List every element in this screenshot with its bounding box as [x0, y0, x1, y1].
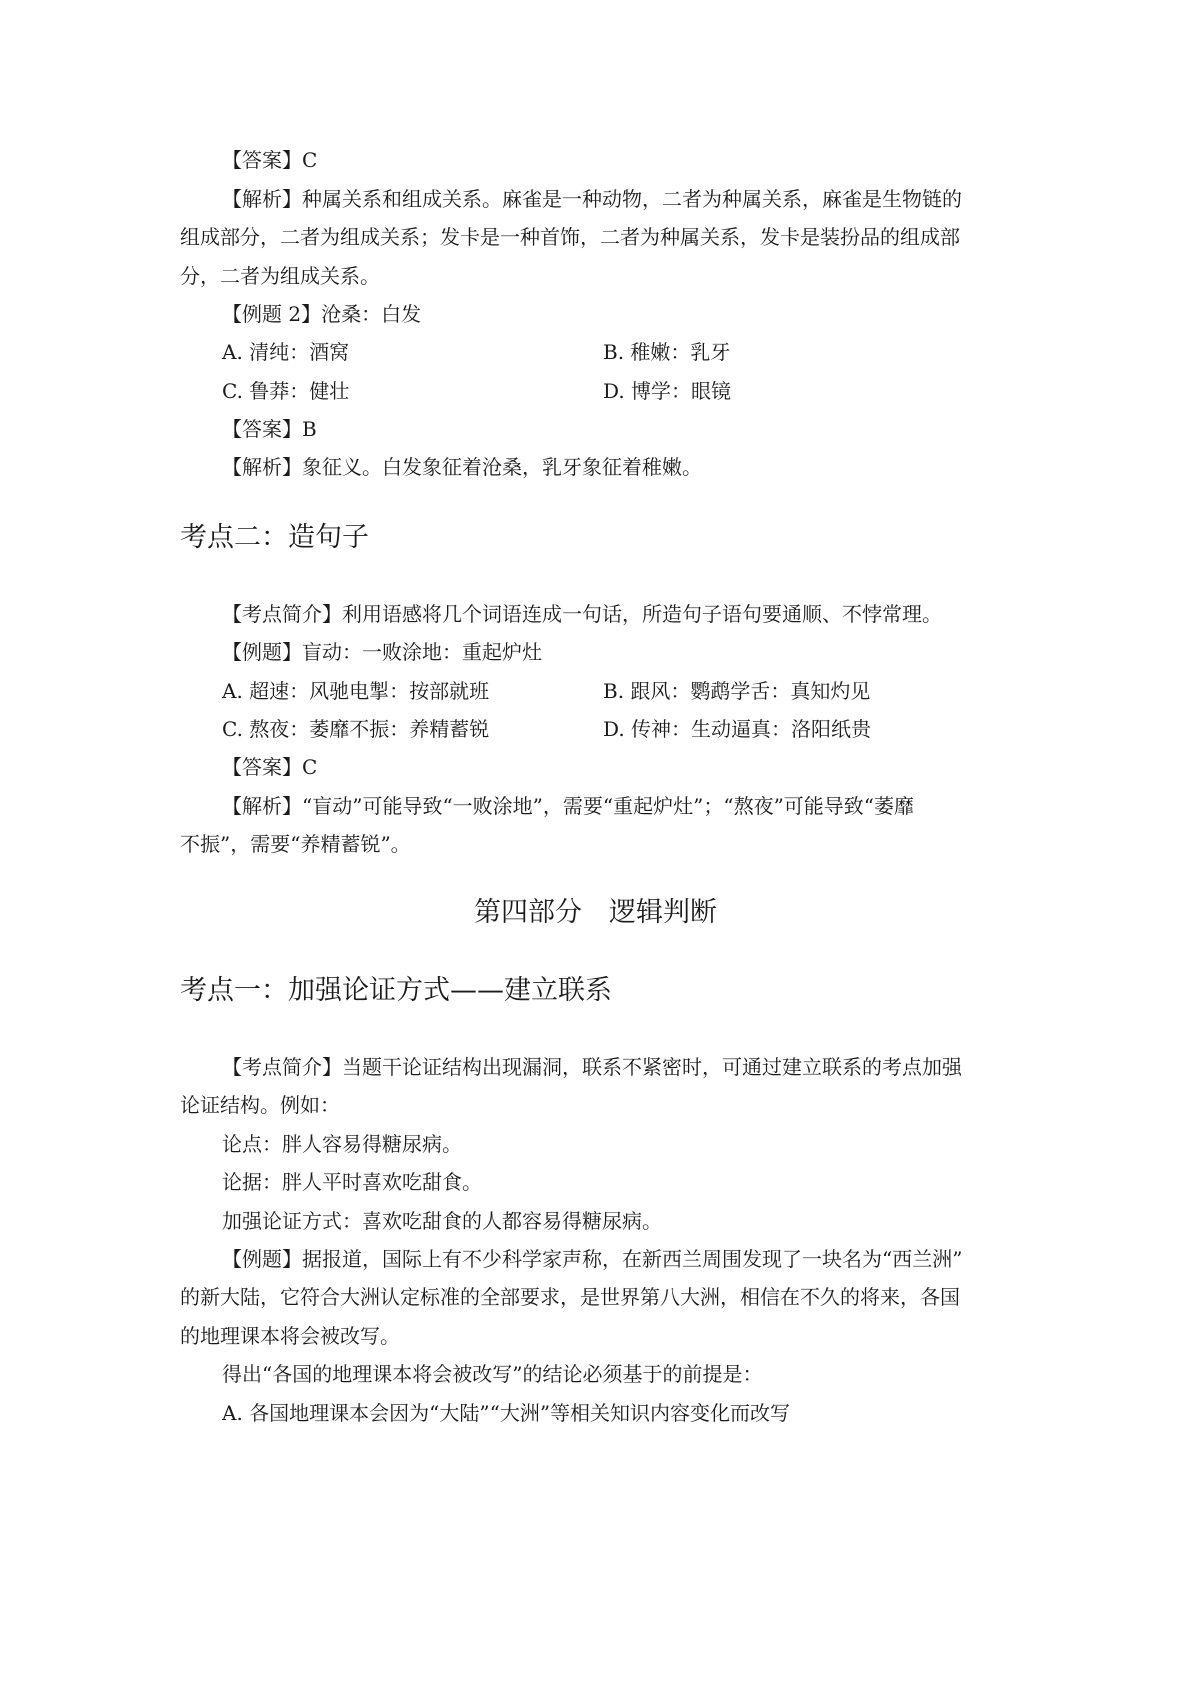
option-d: D. 博学：眼镜	[603, 379, 732, 403]
point-thesis: 论点：胖人容易得糖尿病。	[222, 1132, 462, 1156]
kaodian1-option-a: A. 各国地理课本会因为“大陆”“大洲”等相关知识内容变化而改写	[222, 1401, 791, 1425]
kaodian2-option-c: C. 熬夜：萎靡不振：养精蓄锐	[222, 717, 490, 741]
heading-kaodian-1: 考点一：加强论证方式——建立联系	[180, 975, 612, 1006]
answer-line-2: 【答案】B	[222, 417, 317, 441]
kaodian1-example-1: 【例题】据报道，国际上有不少科学家声称，在新西兰周围发现了一块名为“西兰洲”	[222, 1247, 963, 1271]
option-c: C. 鲁莽：健壮	[222, 379, 350, 403]
kaodian2-example: 【例题】盲动：一败涂地：重起炉灶	[222, 640, 542, 664]
analysis-line-4: 【解析】象征义。白发象征着沧桑，乳牙象征着稚嫩。	[222, 455, 702, 479]
kaodian1-example-2: 的新大陆，它符合大洲认定标准的全部要求，是世界第八大洲，相信在不久的将来，各国	[180, 1285, 960, 1309]
analysis-line-1: 【解析】种属关系和组成关系。麻雀是一种动物，二者为种属关系，麻雀是生物链的	[222, 187, 962, 211]
part-title: 第四部分 逻辑判断	[474, 897, 717, 928]
point-evidence: 论据：胖人平时喜欢吃甜食。	[222, 1170, 482, 1194]
kaodian2-analysis-1: 【解析】“盲动”可能导致“一败涂地”，需要“重起炉灶”；“熬夜”可能导致“萎靡	[222, 794, 915, 818]
kaodian2-analysis-2: 不振”，需要“养精蓄锐”。	[180, 832, 411, 856]
kaodian2-option-a: A. 超速：风驰电掣：按部就班	[222, 679, 490, 703]
kaodian1-question: 得出“各国的地理课本将会被改写”的结论必须基于的前提是：	[222, 1362, 763, 1386]
option-a: A. 清纯：酒窝	[222, 340, 350, 364]
kaodian2-option-b: B. 跟风：鹦鹉学舌：真知灼见	[603, 679, 871, 703]
point-strengthen: 加强论证方式：喜欢吃甜食的人都容易得糖尿病。	[222, 1209, 662, 1233]
analysis-line-2: 组成部分，二者为组成关系；发卡是一种首饰，二者为种属关系，发卡是装扮品的组成部	[180, 225, 960, 249]
analysis-line-3: 分，二者为组成关系。	[180, 264, 380, 288]
kaodian2-option-d: D. 传神：生动逼真：洛阳纸贵	[603, 717, 872, 741]
kaodian2-answer: 【答案】C	[222, 755, 318, 779]
kaodian2-intro: 【考点简介】利用语感将几个词语连成一句话，所造句子语句要通顺、不悖常理。	[222, 602, 942, 626]
option-b: B. 稚嫩：乳牙	[603, 340, 731, 364]
kaodian1-intro-1: 【考点简介】当题干论证结构出现漏洞，联系不紧密时，可通过建立联系的考点加强	[222, 1055, 962, 1079]
answer-line: 【答案】C	[222, 148, 318, 172]
kaodian1-example-3: 的地理课本将会被改写。	[180, 1324, 400, 1348]
kaodian1-intro-2: 论证结构。例如：	[180, 1093, 340, 1117]
example-2-line: 【例题 2】沧桑：白发	[222, 302, 422, 326]
heading-kaodian-2: 考点二：造句子	[180, 522, 369, 553]
